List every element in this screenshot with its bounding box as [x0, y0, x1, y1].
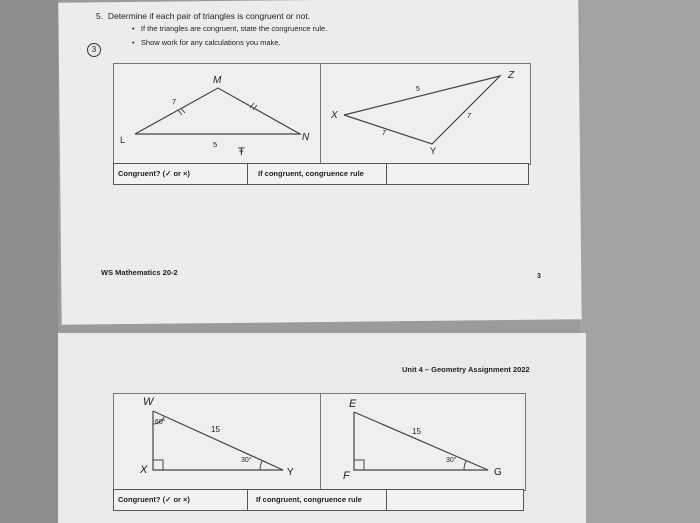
- vertex-y-2: Y: [287, 467, 294, 478]
- side-wy-length: 15: [211, 425, 220, 434]
- vertex-m: M: [213, 75, 222, 86]
- vertex-g: G: [494, 467, 502, 478]
- rule-label-2: If congruent, congruence rule: [256, 495, 362, 504]
- congruent-label-2: Congruent? (✓ or ×): [118, 495, 190, 504]
- vertex-x-2: X: [140, 464, 148, 476]
- pencil-mark: Ŧ: [238, 146, 245, 158]
- rule-cell-answer-2[interactable]: [386, 489, 524, 511]
- footer-course: WS Mathematics 20-2: [101, 268, 178, 277]
- congruent-label: Congruent? (✓ or ×): [118, 169, 190, 178]
- vertex-f: F: [343, 470, 350, 482]
- side-eg-length: 15: [412, 427, 421, 436]
- problem-number-circle: 3: [87, 43, 101, 57]
- vertex-x: X: [331, 110, 338, 121]
- vertex-w: W: [143, 396, 154, 408]
- footer-page-number: 3: [537, 273, 541, 280]
- side-xz-length: 5: [416, 86, 420, 93]
- side-zy-length: 7: [467, 113, 471, 120]
- bullet-2: • Show work for any calculations you make.: [132, 38, 281, 47]
- vertex-n: N: [302, 132, 310, 143]
- question-text: 5. Determine if each pair of triangles is congruent or not.: [96, 11, 311, 21]
- vertex-y: Y: [430, 146, 437, 156]
- vertex-l: L: [120, 135, 126, 145]
- bullet-1: • If the triangles are congruent, state the congruence rule.: [132, 24, 328, 33]
- rule-label: If congruent, congruence rule: [258, 169, 364, 178]
- unit-header: Unit 4 – Geometry Assignment 2022: [402, 365, 530, 374]
- side-xy-length: 7: [382, 130, 386, 137]
- angle-w: 60°: [155, 419, 166, 426]
- side-lm-length: 7: [172, 97, 177, 106]
- angle-g: 30°: [446, 457, 457, 464]
- vertex-z: Z: [508, 70, 515, 81]
- angle-y: 30°: [241, 457, 252, 464]
- vertex-e: E: [349, 398, 357, 410]
- side-ln-length: 5: [213, 140, 218, 149]
